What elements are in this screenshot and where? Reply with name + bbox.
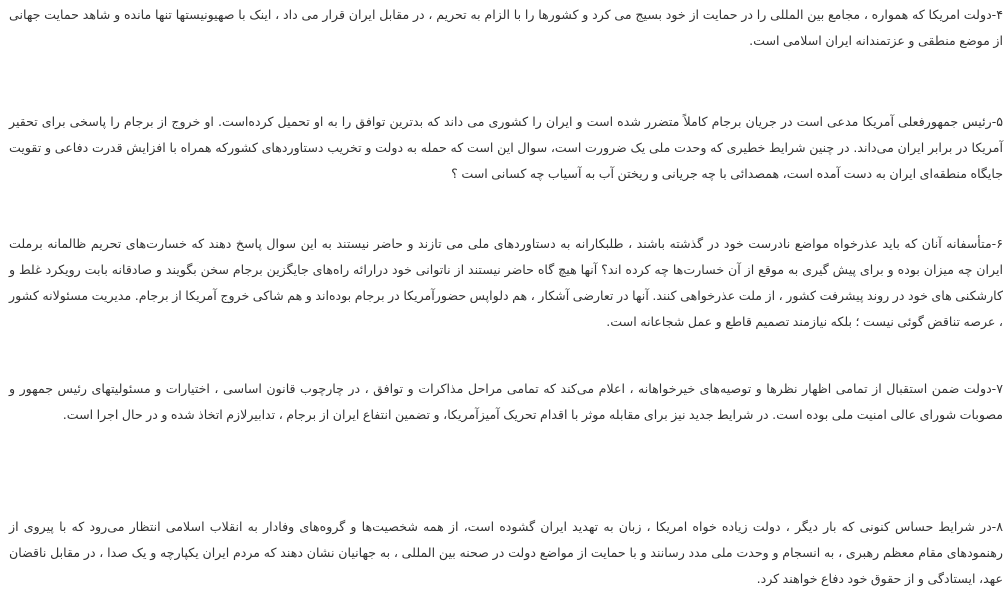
paragraph-5: ۵-رئیس جمهورفعلی آمریکا مدعی است در جریان برجام کاملاً متضرر شده است و ایران را کشوری می داند که بدترین توافق را به او تحمیل کرده‌است. او خروج از برجام را پاسخی برای تحقیر آمریکا در برابر ایران می‌داند. در چنین شرایط خطیری که وحدت ملی یک ضرورت است، سوال این است که حمله به دولت و تخریب دستاوردهای کشورکه همراه با افزایش قدرت دفاعی و تقویت جایگاه منطقه‌ای ایران به دست آمده است، همصدائی با چه جریانی و ریختن آب به آسیاب چه کسانی است ؟ [9, 114, 1003, 181]
paragraph-8: ۸-در شرایط حساس کنونی که بار دیگر ، دولت زیاده خواه امریکا ، زبان به تهدید ایران گشوده است، از همه شخصیت‌ها و گروه‌های وفادار به انقلاب اسلامی انتظار می‌رود که با پیروی از رهنمودهای مقام معظم رهبری ، به انسجام و وحدت ملی مدد رسانند و با حمایت از مواضع دولت در صحنه بین المللی ، به جهانیان نشان دهند که مردم ایران یکپارچه و یک صدا ، در مقابل ناقضان عهد، ایستادگی و از حقوق خود دفاع خواهند کرد. [9, 519, 1003, 586]
paragraph-4: ۴-دولت امریکا که همواره ، مجامع بین المللی را در حمایت از خود بسیج می کرد و کشورها را با الزام به تحریم ، در مقابل ایران قرار می داد ، اینک با صهیونیستها تنها مانده و شاهد حمایت جهانی از موضع منطقی و عزتمندانه ایران اسلامی است. [9, 7, 1003, 48]
paragraph-7: ۷-دولت ضمن استقبال از تمامی اظهار نظرها و توصیه‌های خیرخواهانه ، اعلام می‌کند که تمامی مراحل مذاکرات و توافق ، در چارچوب قانون اساسی ، اختیارات و مسئولیتهای رئیس جمهور و مصوبات شورای عالی امنیت ملی بوده است. در شرایط جدید نیز برای مقابله موثر با اقدام تحریک آمیزآمریکا، و تضمین انتفاع ایران از برجام ، تدابیرلازم اتخاذ شده و در حال اجرا است. [9, 381, 1003, 422]
paragraph-6: ۶-متأسفانه آنان که باید عذرخواه مواضع نادرست خود در گذشته باشند ، طلبکارانه به دستاوردهای ملی می تازند و حاضر نیستند به این سوال پاسخ دهند که خسارت‌های تحریم ظالمانه برملت ایران چه میزان بوده و برای پیش گیری به موقع از آن خسارت‌ها چه کرده اند؟ آنها هیچ گاه حاضر نیستند از ناتوانی خود درارائه راه‌های جایگزین برجام سخن بگویند و صادقانه بابت رویکرد غلط و کارشکنی های خود در روند پیشرفت کشور ، از ملت عذرخواهی کنند. آنها در تعارضی آشکار ، هم دلواپس حضورآمریکا در برجام بوده‌اند و هم شاکی خروج آمریکا از برجام. مدیریت مسئولانه کشور ، عرصه تناقض گوئی نیست ؛ بلکه نیازمند تصمیم قاطع و عمل شجاعانه است. [9, 236, 1003, 329]
